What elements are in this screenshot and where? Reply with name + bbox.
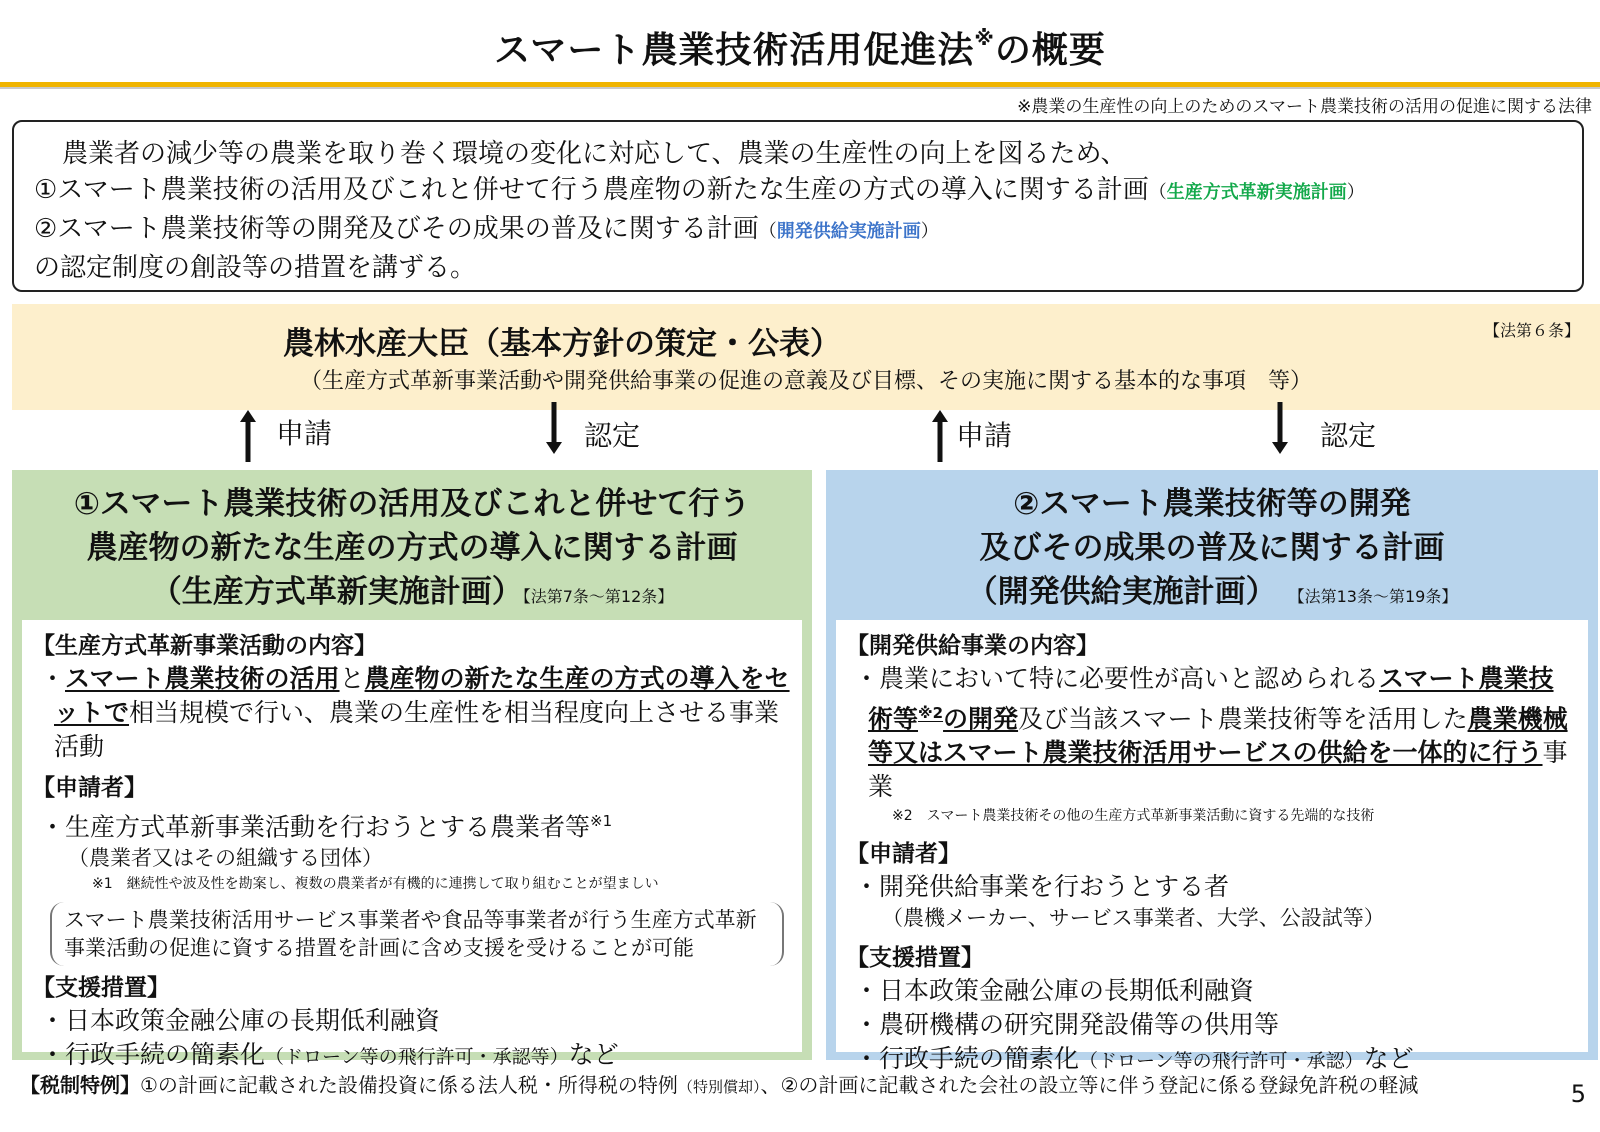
tax-text-small: （特別償却） — [677, 1078, 761, 1096]
plan-tag-blue: 開発供給実施計画 — [776, 221, 921, 242]
right-content-item — [846, 662, 1578, 804]
tax-label: 【税制特例】 — [20, 1073, 140, 1097]
right-section-support: 【支援措置】 — [846, 945, 984, 972]
left-plan-name: （生産方式革新実施計画） — [150, 574, 523, 610]
apply-label-left: 申請 — [276, 417, 333, 450]
intro-line-3 — [34, 211, 1562, 250]
title-main: スマート農業技術活用促進法 — [494, 30, 975, 71]
approve-label-right: 認定 — [1320, 419, 1377, 452]
text: など — [568, 1040, 619, 1070]
left-plan-panel — [12, 470, 812, 1070]
right-support-item-2: ・農研機構の研究開発設備等の供用等 — [854, 1010, 1280, 1040]
paren: ） — [920, 221, 939, 242]
right-footnote-2: ※2 スマート農業技術その他の生産方式革新事業活動に資する先端的な技術 — [892, 808, 1375, 825]
text: など — [1363, 1044, 1414, 1074]
text: 及び当該スマート農業技術等を活用した — [1018, 704, 1468, 734]
left-footnote-1: ※1 継続性や波及性を勘案し、複数の農業者が有機的に連携して取り組むことが望ましい — [92, 876, 659, 893]
text: 事業 — [868, 738, 1568, 802]
right-panel-body — [836, 620, 1588, 1074]
intro-line-3-text: ②スマート農業技術等の開発及びその成果の普及に関する計画 — [34, 214, 759, 244]
right-article: 【法第13条～第19条】 — [1296, 587, 1458, 606]
intro-line-2 — [34, 172, 1562, 211]
right-section-content: 【開発供給事業の内容】 — [846, 633, 1099, 659]
title-rule-shadow — [0, 87, 1600, 89]
right-heading-line-1: ②スマート農業技術等の開発 — [1013, 486, 1411, 522]
text: ・行政手続の簡素化 — [40, 1040, 266, 1070]
text: と — [339, 664, 365, 693]
emphasis: 農産物の新たな生産の方式の導入をセットで — [54, 664, 790, 727]
left-panel-heading — [12, 482, 812, 619]
left-bracket-note: スマート農業技術活用サービス事業者や食品等事業者が行う生産方式革新事業活動の促進に資する措置を計画に含め支援を受けることが可能 — [50, 902, 784, 966]
paren: （ — [758, 221, 777, 242]
left-support-item-1: ・日本政策金融公庫の長期低利融資 — [40, 1006, 441, 1036]
left-section-applicant: 【申請者】 — [32, 775, 147, 801]
arrow-up-icon — [240, 410, 256, 462]
arrow-up-icon — [932, 410, 948, 462]
plan-tag-green: 生産方式革新実施計画 — [1166, 182, 1347, 203]
tax-text-1: ①の計画に記載された設備投資に係る法人税・所得税の特例 — [140, 1073, 678, 1097]
right-heading-line-3 — [826, 570, 1598, 619]
tax-footer — [20, 1069, 1418, 1098]
left-panel-body — [22, 620, 802, 1070]
right-plan-panel — [826, 470, 1598, 1074]
emphasis: 農業機械等又はスマート農業技術活用サービスの供給を一体的に行う — [868, 704, 1568, 768]
left-applicant-item — [32, 804, 792, 844]
right-applicant-sub: （農機メーカー、サービス事業者、大学、公設試等） — [882, 906, 1385, 931]
right-heading-line-2: 及びその成果の普及に関する計画 — [979, 530, 1445, 566]
right-support-item-1: ・日本政策金融公庫の長期低利融資 — [854, 976, 1255, 1006]
text: ・農業において特に必要性が高いと認められる — [854, 664, 1380, 693]
emphasis: スマート農業技術等 — [868, 664, 1554, 734]
left-heading-line-3 — [12, 570, 812, 619]
page-title — [0, 22, 1600, 73]
left-content-item — [32, 662, 792, 764]
bullet: ・ — [40, 664, 66, 693]
left-section-support: 【支援措置】 — [32, 975, 170, 1002]
paren: ） — [1346, 182, 1365, 203]
minister-band — [12, 304, 1600, 410]
minister-subtitle: （生産方式革新事業活動や開発供給事業の促進の意義及び目標、その実施に関する基本的な事項 等） — [299, 369, 1312, 394]
left-heading-line-1: ①スマート農業技術の活用及びこれと併せて行う — [73, 486, 751, 522]
emphasis: スマート農業技術の活用 — [65, 664, 340, 693]
intro-line-2-text: ①スマート農業技術の活用及びこれと併せて行う農産物の新たな生産の方式の導入に関する計画 — [34, 175, 1149, 205]
left-heading-line-2: 農産物の新たな生産の方式の導入に関する計画 — [86, 530, 738, 566]
apply-label-right: 申請 — [956, 419, 1013, 452]
text: ・生産方式革新事業活動を行おうとする農業者等 — [40, 812, 591, 842]
text: 相当規模で行い、農業の生産性を相当程度向上させる事業活動 — [54, 698, 780, 761]
text: ・行政手続の簡素化 — [854, 1044, 1080, 1074]
text-small: （ドローン等の飛行許可・承認） — [1079, 1050, 1364, 1073]
arrow-down-icon — [546, 402, 562, 454]
paren: （ — [1148, 182, 1167, 203]
left-applicant-sub: （農業者又はその組織する団体） — [68, 846, 383, 871]
intro-box — [12, 120, 1584, 292]
tax-text-2: 、②の計画に記載された会社の設立等に伴う登記に係る登録免許税の軽減 — [760, 1073, 1419, 1097]
right-section-applicant: 【申請者】 — [846, 841, 961, 868]
law-name-note: ※農業の生産性の向上のためのスマート農業技術の活用の促進に関する法律 — [1017, 97, 1592, 117]
right-plan-name: （開発供給実施計画） — [966, 574, 1277, 610]
text-small: （ドローン等の飛行許可・承認等） — [265, 1046, 569, 1069]
page-number: 5 — [1570, 1080, 1586, 1108]
footnote-mark: ※2 — [918, 704, 944, 722]
title-suffix: の概要 — [994, 30, 1106, 71]
minister-article: 【法第６条】 — [1483, 321, 1580, 340]
footnote-mark: ※1 — [590, 812, 613, 830]
right-applicant-item: ・開発供給事業を行おうとする者 — [854, 872, 1230, 902]
approve-label-left: 認定 — [584, 419, 641, 452]
left-section-content: 【生産方式革新事業活動の内容】 — [32, 633, 377, 659]
minister-title: 農林水産大臣（基本方針の策定・公表） — [283, 326, 841, 362]
intro-line-4: の認定制度の創設等の措置を講ずる。 — [34, 253, 477, 283]
right-panel-heading — [826, 482, 1598, 619]
title-mark: ※ — [974, 26, 995, 50]
emphasis: の開発 — [943, 704, 1019, 734]
left-article: 【法第7条～第12条】 — [522, 587, 674, 606]
intro-line-1: 農業者の減少等の農業を取り巻く環境の変化に対応して、農業の生産性の向上を図るため、 — [62, 139, 1127, 169]
arrow-down-icon — [1272, 402, 1288, 454]
